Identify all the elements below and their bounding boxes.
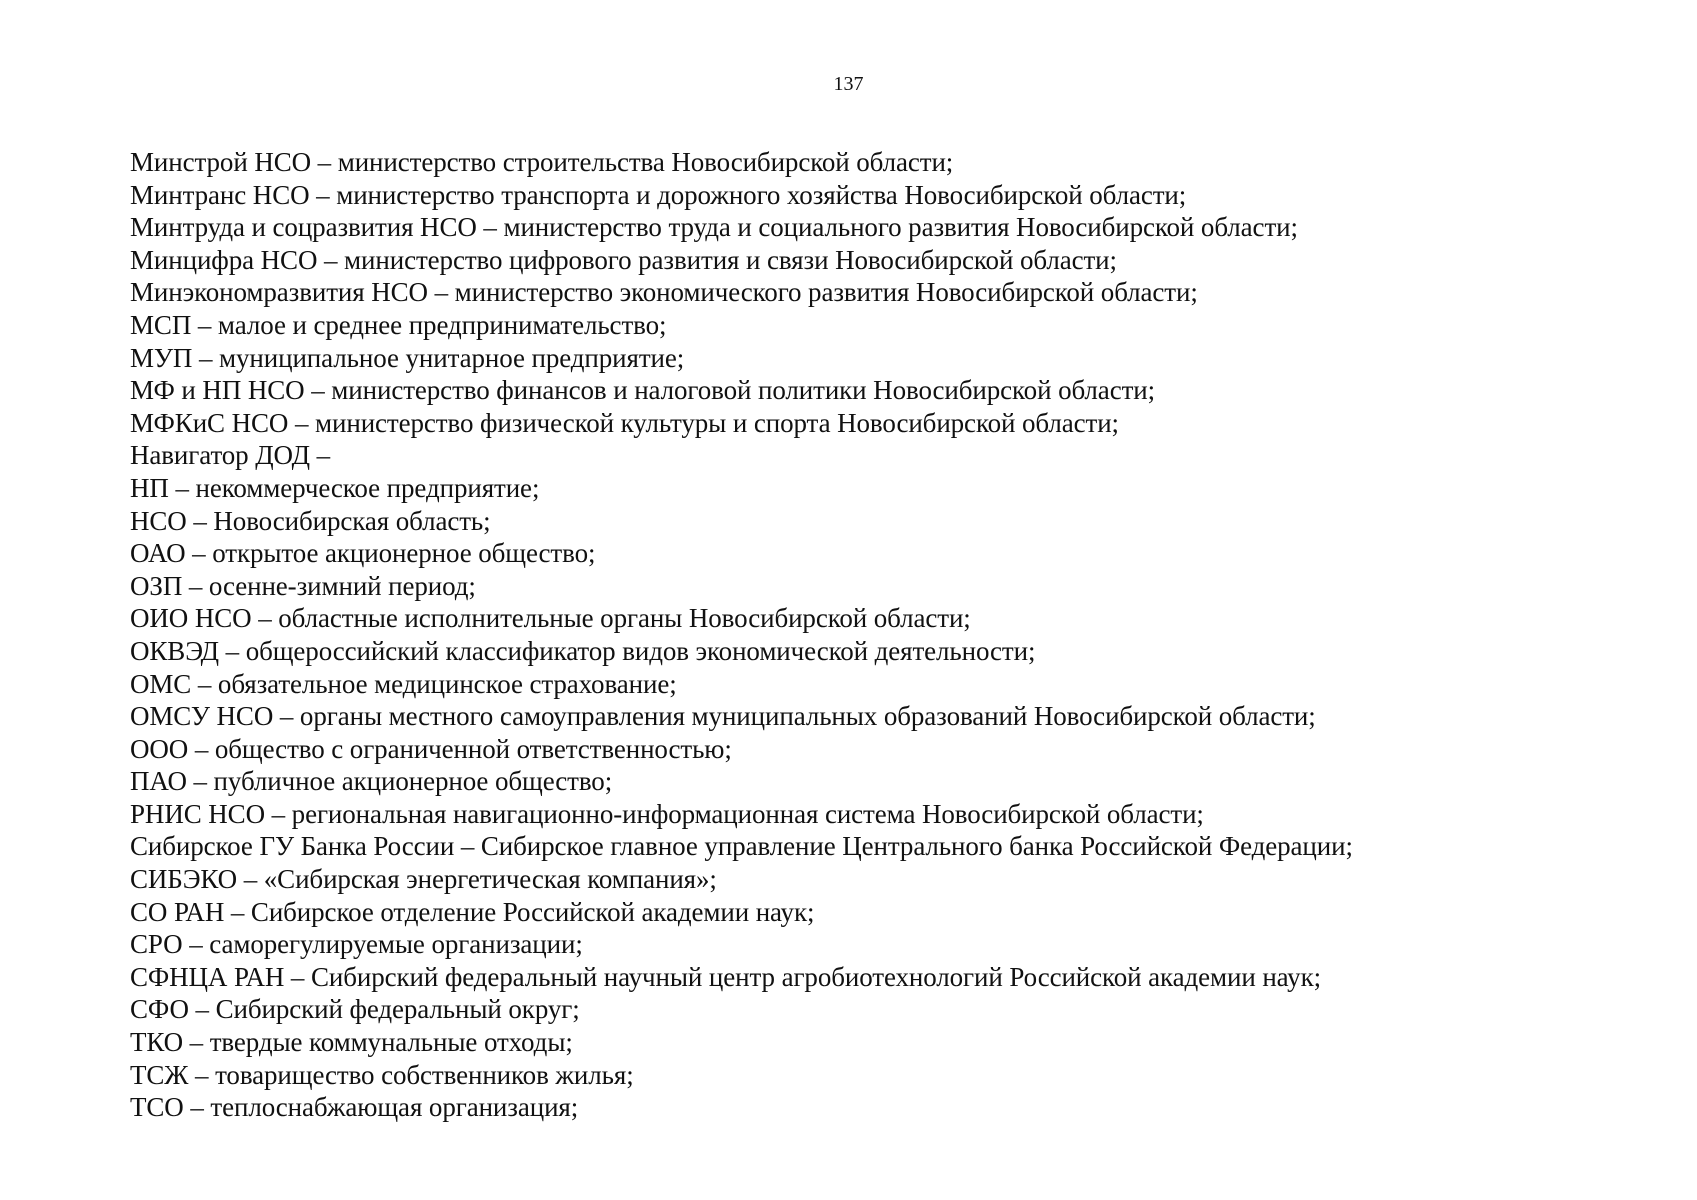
- abbreviation-entry: МСП – малое и среднее предпринимательство;: [130, 309, 667, 340]
- abbreviation-entry: НП – некоммерческое предприятие;: [130, 472, 540, 503]
- abbreviation-list: [130, 146, 1657, 1124]
- abbreviation-entry: Минцифра НСО – министерство цифрового развития и связи Новосибирской области;: [130, 244, 1117, 275]
- abbreviation-entry: ТСЖ – товарищество собственников жилья;: [130, 1059, 634, 1090]
- abbreviation-entry: НСО – Новосибирская область;: [130, 505, 491, 536]
- abbreviation-entry: СИБЭКО – «Сибирская энергетическая компания»;: [130, 864, 717, 895]
- abbreviation-entry: ТСО – теплоснабжающая организация;: [130, 1092, 579, 1123]
- abbreviation-entry: СФО – Сибирский федеральный округ;: [130, 994, 580, 1025]
- abbreviation-entry: Минтруда и соцразвития НСО – министерство труда и социального развития Новосибирской области;: [130, 212, 1298, 243]
- abbreviation-entry: ТКО – твердые коммунальные отходы;: [130, 1027, 573, 1058]
- abbreviation-entry: ПАО – публичное акционерное общество;: [130, 766, 613, 797]
- abbreviation-entry: СО РАН – Сибирское отделение Российской академии наук;: [130, 896, 815, 927]
- abbreviation-entry: СРО – саморегулируемые организации;: [130, 929, 583, 960]
- abbreviation-entry: ОАО – открытое акционерное общество;: [130, 538, 596, 569]
- abbreviation-entry: Минстрой НСО – министерство строительства Новосибирской области;: [130, 147, 954, 177]
- abbreviation-entry: Минтранс НСО – министерство транспорта и дорожного хозяйства Новосибирской области;: [130, 179, 1187, 210]
- abbreviation-entry: ОИО НСО – областные исполнительные органы Новосибирской области;: [130, 603, 971, 634]
- abbreviation-entry: МФКиС НСО – министерство физической культуры и спорта Новосибирской области;: [130, 407, 1119, 438]
- abbreviation-entry: СФНЦА РАН – Сибирский федеральный научный центр агробиотехнологий Российской академии наук;: [130, 961, 1322, 992]
- abbreviation-entry: РНИС НСО – региональная навигационно-информационная система Новосибирской области;: [130, 798, 1204, 829]
- page-number: 137: [833, 73, 864, 95]
- abbreviation-entry: ОЗП – осенне-зимний период;: [130, 570, 476, 601]
- abbreviation-entry: МФ и НП НСО – министерство финансов и налоговой политики Новосибирской области;: [130, 375, 1156, 406]
- abbreviation-entry: ОМС – обязательное медицинское страхование;: [130, 668, 677, 699]
- abbreviation-entry: Минэкономразвития НСО – министерство экономического развития Новосибирской области;: [130, 277, 1198, 308]
- abbreviation-entry: ОКВЭД – общероссийский классификатор видов экономической деятельности;: [130, 635, 1036, 666]
- abbreviation-entry: Навигатор ДОД –: [130, 440, 330, 471]
- abbreviation-entry: Сибирское ГУ Банка России – Сибирское главное управление Центрального банка Российской Федерации;: [130, 831, 1353, 862]
- abbreviation-entry: МУП – муниципальное унитарное предприятие;: [130, 342, 685, 373]
- abbreviation-entry: ООО – общество с ограниченной ответственностью;: [130, 733, 732, 764]
- abbreviation-entry: ОМСУ НСО – органы местного самоуправления муниципальных образований Новосибирской области;: [130, 701, 1316, 732]
